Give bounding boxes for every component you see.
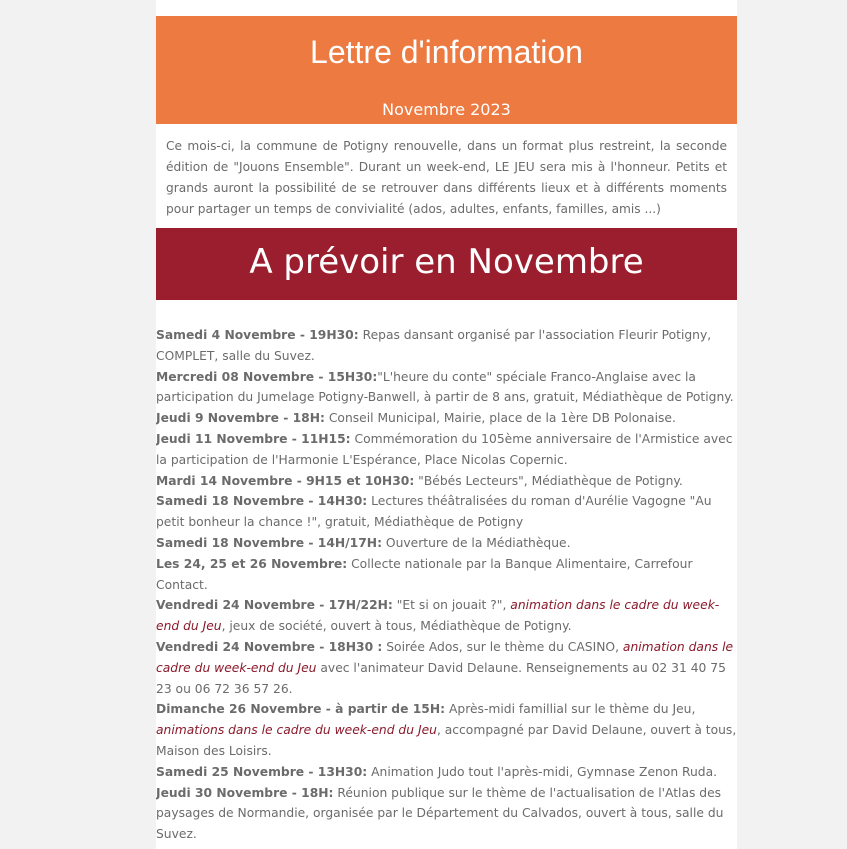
event-highlight-link[interactable]: animation dans le cadre du week-end du Jeu [156,639,734,675]
section-banner [156,228,737,300]
event-item [156,762,737,783]
event-text-after: avec l'animateur David Delaune. Renseignements au 02 31 40 75 23 ou 06 72 36 57 26. [156,660,726,696]
event-date: Samedi 18 Novembre - 14H/17H: [156,535,382,550]
event-date: Dimanche 26 Novembre - à partir de 15H: [156,702,446,717]
newsletter-header [156,16,737,124]
event-item [156,471,737,492]
newsletter-subtitle: Novembre 2023 [382,100,511,119]
event-date: Mardi 14 Novembre - 9H15 et 10H30: [156,473,415,488]
event-text: "Et si on jouait ?", [392,598,511,613]
event-text: Ouverture de la Médiathèque. [382,535,571,550]
event-date: Jeudi 30 Novembre - 18H: [156,785,334,800]
event-text: Repas dansant organisé par l'association Fleurir Potigny, COMPLET, salle du Suvez. [156,328,712,363]
event-date: Samedi 4 Novembre - 19H30: [156,328,359,342]
event-text: "Bébés Lecteurs", Médiathèque de Potigny. [414,473,683,488]
event-text: Animation Judo tout l'après-midi, Gymnase Zenon Ruda. [367,764,718,779]
newsletter-title: Lettre d'information [310,34,583,70]
events-list [156,325,737,845]
event-item [156,699,737,761]
event-date: Jeudi 11 Novembre - 11H15: [156,431,351,446]
event-text-after: , jeux de société, ouvert à tous, Médiathèque de Potigny. [221,619,572,634]
event-date: Samedi 25 Novembre - 13H30: [156,764,368,779]
event-date: Mercredi 08 Novembre - 15H30: [156,369,378,384]
event-date: Jeudi 9 Novembre - 18H: [156,411,325,426]
event-text: Réunion publique sur le thème de l'actualisation de l'Atlas des paysages de Normandie, organisée par le Département du Calvados, ouvert à tous, salle du Suvez. [156,785,724,842]
event-item [156,533,737,554]
event-text-after: , accompagné par David Delaune, ouvert à tous, Maison des Loisirs. [156,723,737,758]
event-item [156,325,737,367]
event-text: Soirée Ados, sur le thème du CASINO, [382,639,623,654]
event-item [156,408,737,429]
event-item [156,367,737,409]
event-item [156,595,737,637]
event-date: Vendredi 24 Novembre - 17H/22H: [156,598,393,613]
event-text: Commémoration du 105ème anniversaire de l'Armistice avec la participation de l'Harmonie L'Espérance, Place Nicolas Copernic. [156,431,733,467]
intro-paragraph: Ce mois-ci, la commune de Potigny renouvelle, dans un format plus restreint, la seconde édition de "Jouons Ensemble". Durant un week-end, LE JEU sera mis à l'honneur. Petits et grands auront la possibilité de se retrouver dans différents lieux et à différents moments pour partager un temps de convivialité (ados, adultes, enfants, familles, amis ...) [166,139,727,216]
event-item [156,554,737,596]
event-text: "L'heure du conte" spéciale Franco-Anglaise avec la participation du Jumelage Potigny-Banwell, à partir de 8 ans, gratuit, Médiathèque de Potigny. [156,369,734,405]
event-text: Après-midi famillial sur le thème du Jeu, [445,702,696,717]
event-item [156,637,737,699]
event-text: Lectures théâtralisées du roman d'Aurélie Vagogne "Au petit bonheur la chance !", gratuit, Médiathèque de Potigny [156,494,712,530]
event-date: Samedi 18 Novembre - 14H30: [156,494,368,509]
event-text: Collecte nationale par la Banque Alimentaire, Carrefour Contact. [156,556,693,592]
event-date: Vendredi 24 Novembre - 18H30 : [156,639,383,654]
event-highlight-link[interactable]: animations dans le cadre du week-end du Jeu [156,723,437,738]
event-text: Conseil Municipal, Mairie, place de la 1ère DB Polonaise. [324,411,676,426]
event-highlight-link[interactable]: animation dans le cadre du week-end du Jeu [156,598,720,634]
event-item [156,429,737,471]
event-item [156,491,737,533]
newsletter-sheet [156,0,737,849]
section-title: A prévoir en Novembre [249,242,644,282]
event-item [156,783,737,845]
event-date: Les 24, 25 et 26 Novembre: [156,556,348,571]
